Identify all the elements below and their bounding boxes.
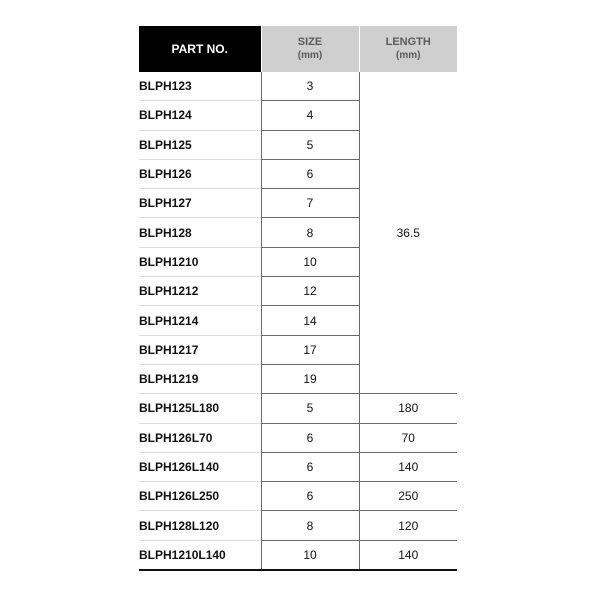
size-cell: 6 (261, 159, 359, 188)
table-body (139, 72, 457, 570)
part-number-cell: BLPH1214 (139, 306, 261, 335)
length-cell: 120 (359, 511, 457, 540)
header-size (261, 26, 359, 72)
header-length-unit: (mm) (396, 50, 421, 61)
table-row (139, 540, 457, 570)
table-row (139, 394, 457, 423)
size-cell: 8 (261, 218, 359, 247)
size-cell: 8 (261, 511, 359, 540)
table-row (139, 423, 457, 452)
table-row (139, 511, 457, 540)
part-number-cell: BLPH125L180 (139, 394, 261, 423)
size-cell: 5 (261, 394, 359, 423)
part-number-cell: BLPH1212 (139, 277, 261, 306)
table-row (139, 482, 457, 511)
part-number-cell: BLPH124 (139, 101, 261, 130)
size-cell: 14 (261, 306, 359, 335)
table-header (139, 26, 457, 72)
length-cell: 140 (359, 452, 457, 481)
header-length-label: LENGTH (385, 36, 431, 48)
part-number-cell: BLPH1217 (139, 335, 261, 364)
parts-table (139, 26, 457, 571)
size-cell: 5 (261, 130, 359, 159)
size-cell: 10 (261, 247, 359, 276)
size-cell: 7 (261, 189, 359, 218)
size-cell: 6 (261, 482, 359, 511)
part-number-cell: BLPH1210L140 (139, 540, 261, 570)
shared-length-cell: 36.5 (359, 72, 457, 394)
part-number-cell: BLPH128 (139, 218, 261, 247)
header-size-unit: (mm) (297, 50, 323, 61)
part-number-cell: BLPH1210 (139, 247, 261, 276)
part-number-cell: BLPH126L140 (139, 452, 261, 481)
size-cell: 17 (261, 335, 359, 364)
length-cell: 70 (359, 423, 457, 452)
part-number-cell: BLPH1219 (139, 364, 261, 393)
part-number-cell: BLPH127 (139, 189, 261, 218)
part-number-cell: BLPH125 (139, 130, 261, 159)
header-part-no-label: PART NO. (171, 42, 228, 56)
part-number-cell: BLPH128L120 (139, 511, 261, 540)
part-number-cell: BLPH123 (139, 79, 192, 94)
table-row (139, 452, 457, 481)
size-cell: 19 (261, 364, 359, 393)
size-cell: 4 (261, 101, 359, 130)
header-length (359, 26, 457, 72)
size-cell: 6 (261, 452, 359, 481)
length-cell: 250 (359, 482, 457, 511)
size-cell: 3 (261, 72, 359, 101)
length-cell: 180 (359, 394, 457, 423)
part-number-cell: BLPH126 (139, 159, 261, 188)
length-cell: 140 (359, 540, 457, 570)
size-cell: 12 (261, 277, 359, 306)
table-row (139, 72, 457, 101)
size-cell: 6 (261, 423, 359, 452)
part-number-cell: BLPH126L70 (139, 423, 261, 452)
header-size-label: SIZE (297, 36, 323, 48)
part-number-cell: BLPH126L250 (139, 482, 261, 511)
header-part-no (139, 26, 261, 72)
size-cell: 10 (261, 540, 359, 570)
